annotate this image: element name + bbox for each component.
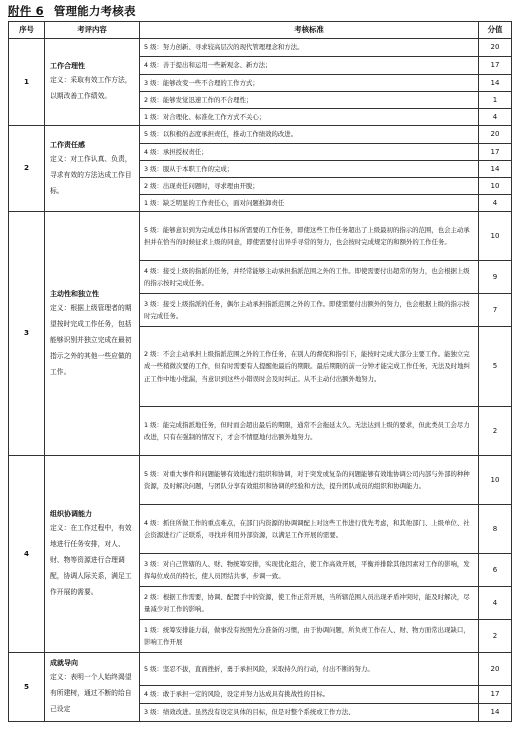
criterion-score: 14 [479, 704, 512, 722]
criterion-text: 3 级：接受上级指派的任务，偶尔主动承担指派范围之外的工作。即使需要付出额外的努力，也会根据上级的指示按时完成任务。 [140, 294, 479, 327]
item-definition: 定义：采取有效工作方法，以期改善工作绩效。 [50, 76, 132, 100]
document-title [8, 2, 136, 20]
section-item [45, 126, 140, 212]
criterion-score: 7 [479, 294, 512, 327]
criterion-text: 5 级：坚忍不拔，直面挫折，勇于承担风险，采取持久的行动，付出不断的努力。 [140, 653, 479, 686]
criterion-score: 20 [479, 39, 512, 57]
header-no: 序号 [9, 22, 45, 39]
section-number: 3 [9, 212, 45, 456]
criterion-score: 9 [479, 261, 512, 294]
section-item [45, 653, 140, 722]
item-name: 工作责任感 [50, 140, 85, 149]
criterion-text: 4 级：抓住所做工作的重点难点，在部门内资源的协调调配上对这些工作进行优先考虑，和其他部门、上级单位、社会资源进行广泛联系，寻找并利用外部资源，以满足工作开展的需要。 [140, 505, 479, 554]
criterion-text: 2 级：能够发觉迅速工作的不合理性； [140, 92, 479, 109]
criterion-text: 3 级：对自己管辖的人、财、物统筹安排，实现优化组合，使工作高效开展，平衡并排除其他因素对工作的影响，发挥每位成员的特长，使人员团结共事，步调一致。 [140, 554, 479, 587]
criterion-score: 8 [479, 505, 512, 554]
criterion-text: 3 级：能够改变一些不合理的工作方式； [140, 75, 479, 92]
header-standard: 考核标准 [140, 22, 479, 39]
criterion-text: 4 级：承担授权责任； [140, 144, 479, 161]
section-number: 2 [9, 126, 45, 212]
criterion-score: 4 [479, 587, 512, 620]
criterion-text: 5 级：努力创新、寻求较高层次的现代管理理念和方法。 [140, 39, 479, 57]
item-definition: 定义：对工作认真、负责，寻求有效的方法达成工作目标。 [50, 154, 132, 195]
item-name: 组织协调能力 [50, 510, 92, 518]
criterion-score: 14 [479, 75, 512, 92]
item-name: 主动性和独立性 [50, 289, 99, 298]
table-header-row [9, 22, 512, 39]
header-content: 考评内容 [45, 22, 140, 39]
criterion-score: 5 [479, 327, 512, 407]
criterion-score: 1 [479, 92, 512, 109]
section-item [45, 456, 140, 653]
criterion-text: 5 级：以积极的态度承担责任，推动工作绩效的改进。 [140, 126, 479, 144]
assessment-table [8, 21, 512, 722]
criterion-score: 10 [479, 456, 512, 505]
criterion-text: 5 级：对重大事件和问题能够有效地进行组织和协调，对于突发或复杂的问题能够有效地协调公司内部与外部的种种资源，及时解决问题，与团队分享有效组织和协调的经验和方法，提升团队成员的组织和协调能力。 [140, 456, 479, 505]
item-definition: 定义：在工作过程中，有效地进行任务安排，对人、财、物等资源进行合理调配，协调人际关系，满足工作开展的需要。 [50, 524, 132, 596]
criterion-score: 6 [479, 554, 512, 587]
section-number: 5 [9, 653, 45, 722]
criterion-score: 20 [479, 653, 512, 686]
criterion-text: 1 级：统筹安排能力弱，做事没有按照先分准备的习惯，由于协调问题，所负责工作在人、财、物方面常出现缺口，影响工作开展 [140, 620, 479, 653]
header-score: 分值 [479, 22, 512, 39]
section-number: 4 [9, 456, 45, 653]
section-number: 1 [9, 39, 45, 126]
criterion-score: 17 [479, 144, 512, 161]
criterion-text: 1 级：缺乏明显的工作责任心，面对问题推卸责任 [140, 195, 479, 212]
criterion-text: 4 级：善于提出和运用一些新观念、新方法； [140, 57, 479, 75]
criterion-text: 2 级：根据工作需要，协调、配置手中的资源，使工作正常开展，当所辖范围人员出现矛盾冲突时，能及时解决，尽量减少对工作的影响。 [140, 587, 479, 620]
item-name: 成就导向 [50, 659, 78, 667]
criterion-score: 4 [479, 109, 512, 126]
criterion-score: 20 [479, 126, 512, 144]
criterion-text: 4 级：接受上级的指派的任务，并经常能够主动承担指派范围之外的工作。即使需要付出超常的努力，也会根据上级的指示按时完成任务。 [140, 261, 479, 294]
criterion-score: 2 [479, 407, 512, 456]
criterion-text: 3 级：绩效改进。虽然没有设定具体的目标，但是对整个系统或工作方法、 [140, 704, 479, 722]
criterion-text: 2 级：不会主动承担上级指派范围之外的工作任务，在别人的督促和指引下，能按时完成大部分主要工作。能独立完成一些稍微次要的工作，但有时需要有人提醒他最后的期限。最后期限的前一分钟才能完成工作任务，无法及时地纠正工作中地小纰漏，当意识到这些小错误时会及时纠正。从不主动付出额外地努力。 [140, 327, 479, 407]
table-row [9, 39, 512, 57]
item-definition: 定义：表明一个人始终渴望有所建树，通过不断的给自己设定 [50, 673, 132, 713]
criterion-score: 14 [479, 161, 512, 178]
criterion-text: 1 级：对合理化、标准化工作方式不关心； [140, 109, 479, 126]
table-row [9, 456, 512, 505]
table-row [9, 653, 512, 686]
criterion-score: 10 [479, 212, 512, 261]
section-item [45, 39, 140, 126]
criterion-text: 1 级：能完成指派地任务，但时而会超出最后的期限，通常不会拖延太久。无法达到上级的要求，但此类员工会尽力改进，只有在强制的情况下，才会不情愿地付出额外地努力。 [140, 407, 479, 456]
title-text: 管理能力考核表 [53, 4, 136, 18]
item-definition: 定义：根据上级管理者的期望按时完成工作任务，包括能够识别并独立完成在最初指示之外的其他一些应做的工作。 [50, 303, 132, 376]
table-row [9, 212, 512, 261]
item-name: 工作合理性 [50, 62, 85, 70]
table-row [9, 126, 512, 144]
criterion-score: 17 [479, 57, 512, 75]
criterion-score: 17 [479, 686, 512, 704]
attachment-number: 附件 6 [8, 4, 44, 18]
criterion-score: 4 [479, 195, 512, 212]
criterion-text: 4 级：敢于承担一定的风险，设定并努力达成具有挑战性的目标。 [140, 686, 479, 704]
criterion-score: 2 [479, 620, 512, 653]
criterion-text: 3 级：服从于本职工作的完成； [140, 161, 479, 178]
criterion-score: 10 [479, 178, 512, 195]
section-item [45, 212, 140, 456]
table-body [9, 39, 512, 722]
criterion-text: 2 级：出现责任问题时，寻求理由开脱； [140, 178, 479, 195]
criterion-text: 5 级：能够意识到为完成总体目标所需要的工作任务，即使这些工作任务超出了上级最初的指示的范围，也会主动承担并在恰当的时候征求上级的同意，即使需要付出异乎寻常的努力，也会按时完成规定的和额外的工作任务。 [140, 212, 479, 261]
